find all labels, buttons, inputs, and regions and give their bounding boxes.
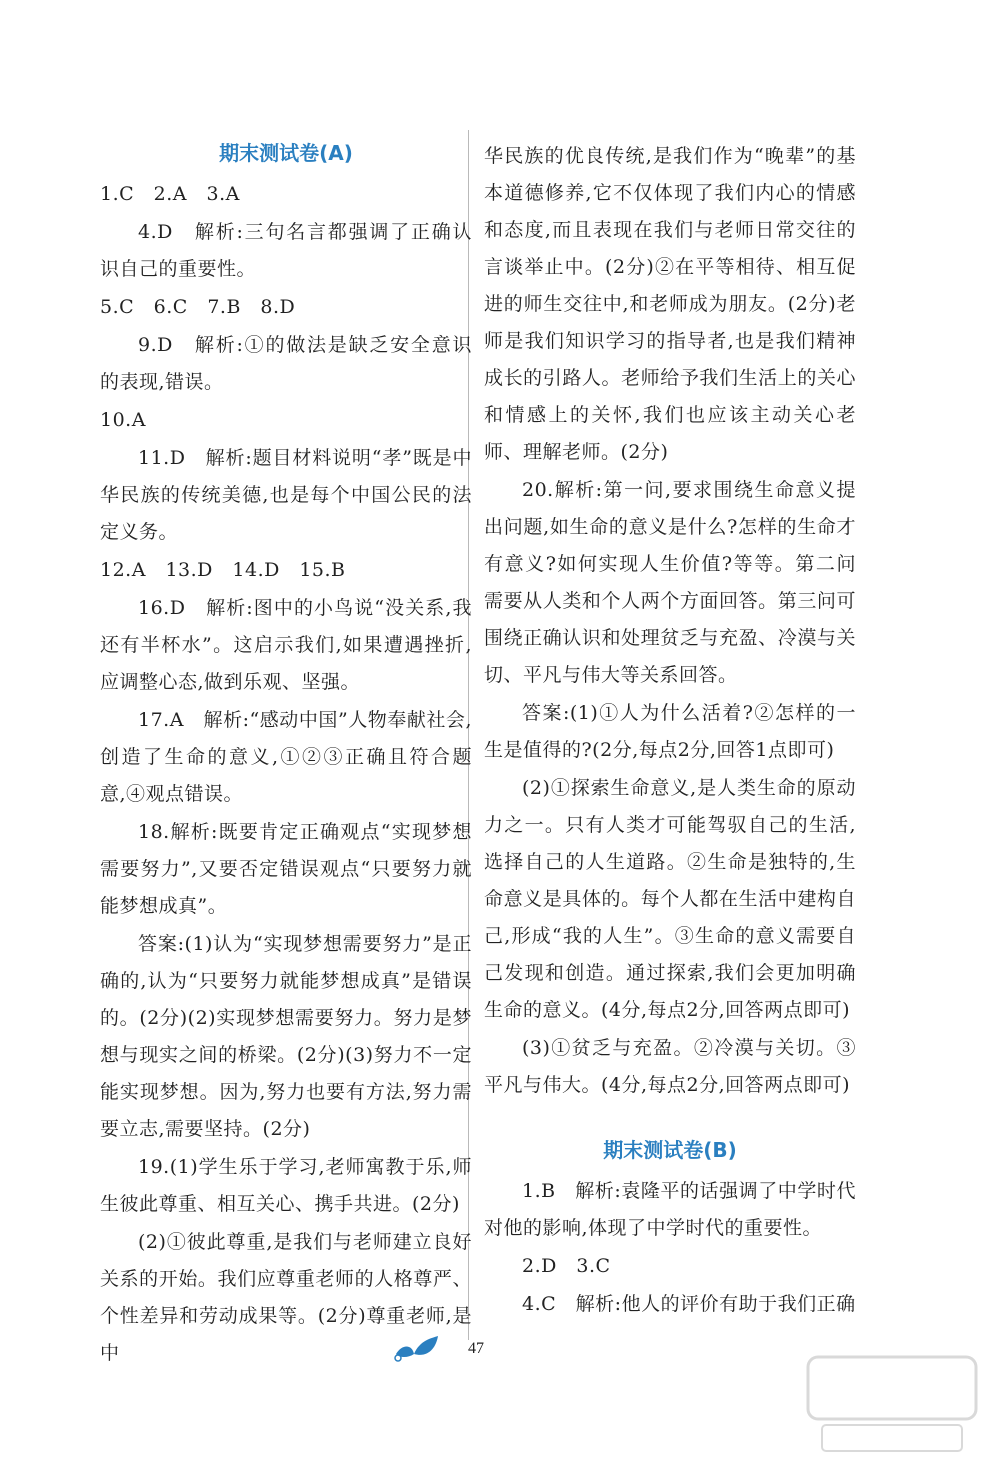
leaf-ornament-icon [392, 1334, 444, 1364]
answer-line: 11.D 解析:题目材料说明“孝”既是中华民族的传统美德,也是每个中国公民的法定义务。 [100, 447, 472, 543]
answer-line: 20.解析:第一问,要求围绕生命意义提出问题,如生命的意义是什么?怎样的生命才有意义?如何实现人生价值?等等。第二问需要从人类和个人两个方面回答。第三问可围绕正确认识和处理贫乏与充盈、冷漠与关切、平凡与伟大等关系回答。 [484, 479, 856, 686]
answer-line: 17.A 解析:“感动中国”人物奉献社会,创造了生命的意义,①②③正确且符合题意,④观点错误。 [100, 709, 472, 805]
answer-line: 4.D 解析:三句名言都强调了正确认识自己的重要性。 [100, 221, 472, 280]
answer-line: (2)①探索生命意义,是人类生命的原动力之一。只有人类才可能驾驭自己的生活,选择自己的人生道路。②生命是独特的,生命意义是具体的。每个人都在生活中建构自己,形成“我的人生”。③生命的意义需要自己发现和创造。通过探索,我们会更加明确生命的意义。(4分,每点2分,回答两点即可) [484, 777, 856, 1021]
answer-line: 华民族的优良传统,是我们作为“晚辈”的基本道德修养,它不仅体现了我们内心的情感和态度,而且表现在我们与老师日常交往的言谈举止中。(2分)②在平等相待、相互促进的师生交往中,和老师成为朋友。(2分)老师是我们知识学习的指导者,也是我们精神成长的引路人。老师给予我们生活上的关心和情感上的关怀,我们也应该主动关心老师、理解老师。(2分) [484, 145, 856, 463]
answer-line: 答案:(1)①人为什么活着?②怎样的一生是值得的?(2分,每点2分,回答1点即可) [484, 702, 856, 761]
page-number: 47 [468, 1340, 484, 1357]
answer-line: 18.解析:既要肯定正确观点“实现梦想需要努力”,又要否定错误观点“只要努力就能梦想成真”。 [100, 821, 472, 917]
left-column [100, 138, 472, 1373]
answer-line: 5.C 6.C 7.B 8.D [100, 296, 296, 318]
answer-line: 19.(1)学生乐于学习,老师寓教于乐,师生彼此尊重、相互关心、携手共进。(2分) [100, 1156, 472, 1215]
answer-line: 10.A [100, 409, 146, 431]
answer-line: 1.B 解析:袁隆平的话强调了中学时代对他的影响,体现了中学时代的重要性。 [484, 1180, 856, 1239]
right-column [484, 138, 856, 1324]
spacer [484, 1105, 856, 1135]
answer-line: 1.C 2.A 3.A [100, 183, 240, 205]
section-heading-a: 期末测试卷(A) [219, 141, 353, 165]
answer-line: 9.D 解析:①的做法是缺乏安全意识的表现,错误。 [100, 334, 472, 393]
answer-line: 12.A 13.D 14.D 15.B [100, 559, 346, 581]
answer-line: (2)①彼此尊重,是我们与老师建立良好关系的开始。我们应尊重老师的人格尊严、个性差异和劳动成果等。(2分)尊重老师,是中 [100, 1231, 472, 1364]
section-heading-b: 期末测试卷(B) [603, 1138, 737, 1162]
answer-line: (3)①贫乏与充盈。②冷漠与关切。③平凡与伟大。(4分,每点2分,回答两点即可) [484, 1037, 856, 1096]
answer-line: 16.D 解析:图中的小鸟说“没关系,我还有半杯水”。这启示我们,如果遭遇挫折,应调整心态,做到乐观、坚强。 [100, 597, 472, 693]
answer-line: 答案:(1)认为“实现梦想需要努力”是正确的,认为“只要努力就能梦想成真”是错误的。(2分)(2)实现梦想需要努力。努力是梦想与现实之间的桥梁。(2分)(3)努力不一定能实现梦想。因为,努力也要有方法,努力需要立志,需要坚持。(2分) [100, 933, 472, 1140]
watermark-logo-icon [802, 1351, 982, 1461]
answer-line: 4.C 解析:他人的评价有助于我们正确 [522, 1293, 856, 1315]
answer-line: 2.D 3.C [522, 1255, 611, 1277]
